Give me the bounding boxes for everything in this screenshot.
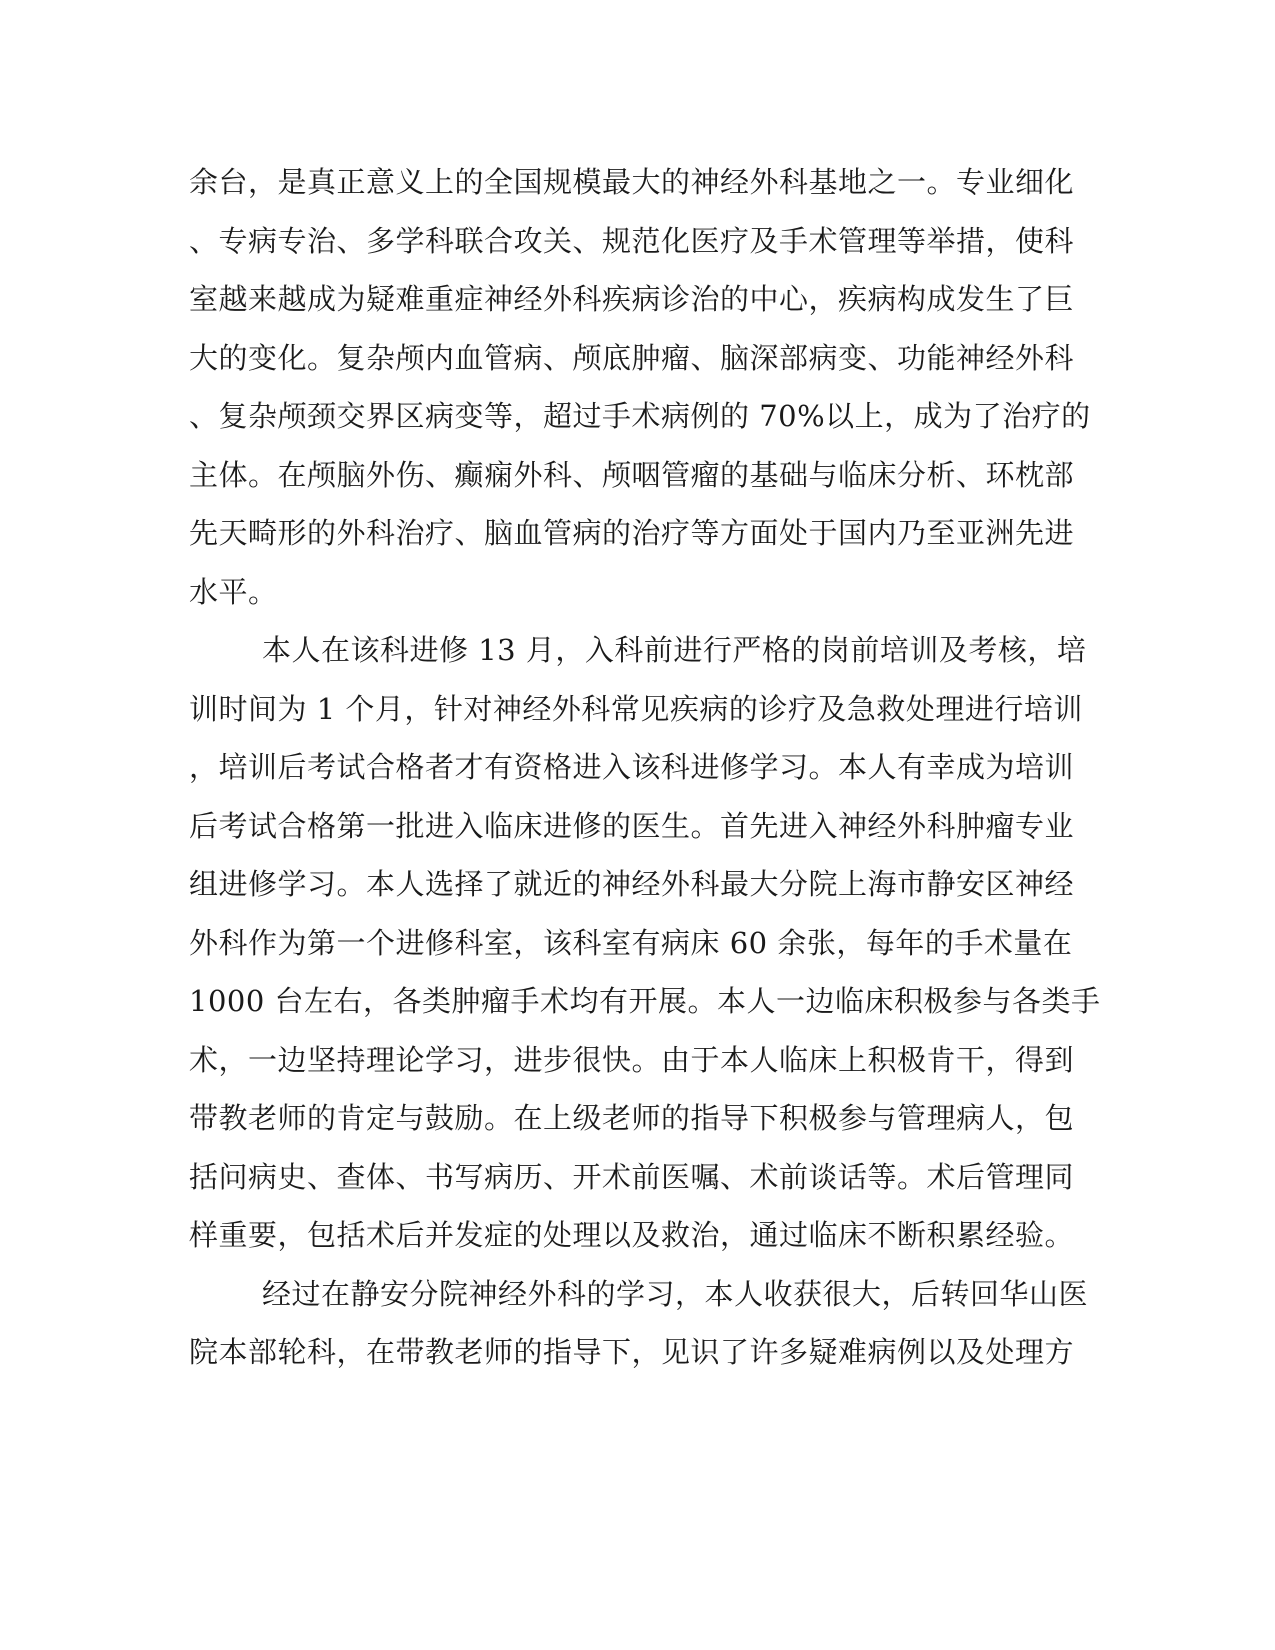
paragraph-1-line-1: 余台，是真正意义上的全国规模最大的神经外科基地之一。专业细化 xyxy=(189,165,1075,199)
paragraph-2-line-7: 1000 台左右，各类肿瘤手术均有开展。本人一边临床积极参与各类手 xyxy=(189,984,1101,1018)
paragraph-2-line-3: ，培训后考试合格者才有资格进入该科进修学习。本人有幸成为培训 xyxy=(189,750,1075,784)
paragraph-2-line-6: 外科作为第一个进修科室，该科室有病床 60 余张，每年的手术量在 xyxy=(189,926,1073,960)
paragraph-1-line-5: 、复杂颅颈交界区病变等，超过手术病例的 70%以上，成为了治疗的 xyxy=(189,399,1091,433)
paragraph-2-line-1: 本人在该科进修 13 月，入科前进行严格的岗前培训及考核，培 xyxy=(262,633,1087,667)
paragraph-2-line-10: 括问病史、查体、书写病历、开术前医嘱、术前谈话等。术后管理同 xyxy=(189,1160,1075,1194)
paragraph-2-line-11: 样重要，包括术后并发症的处理以及救治，通过临床不断积累经验。 xyxy=(189,1218,1075,1252)
paragraph-1-line-2: 、专病专治、多学科联合攻关、规范化医疗及手术管理等举措，使科 xyxy=(189,224,1075,258)
paragraph-1-line-3: 室越来越成为疑难重症神经外科疾病诊治的中心，疾病构成发生了巨 xyxy=(189,282,1075,316)
paragraph-2-line-9: 带教老师的肯定与鼓励。在上级老师的指导下积极参与管理病人，包 xyxy=(189,1101,1075,1135)
paragraph-1-line-4: 大的变化。复杂颅内血管病、颅底肿瘤、脑深部病变、功能神经外科 xyxy=(189,341,1075,375)
paragraph-2-line-4: 后考试合格第一批进入临床进修的医生。首先进入神经外科肿瘤专业 xyxy=(189,809,1075,843)
paragraph-2-line-2: 训时间为 1 个月，针对神经外科常见疾病的诊疗及急救处理进行培训 xyxy=(189,692,1083,726)
paragraph-3-line-1: 经过在静安分院神经外科的学习，本人收获很大，后转回华山医 xyxy=(262,1277,1089,1311)
paragraph-1-line-7: 先天畸形的外科治疗、脑血管病的治疗等方面处于国内乃至亚洲先进 xyxy=(189,516,1075,550)
paragraph-2-line-5: 组进修学习。本人选择了就近的神经外科最大分院上海市静安区神经 xyxy=(189,867,1075,901)
paragraph-2-line-8: 术，一边坚持理论学习，进步很快。由于本人临床上积极肯干，得到 xyxy=(189,1043,1075,1077)
paragraph-3-line-2: 院本部轮科，在带教老师的指导下，见识了许多疑难病例以及处理方 xyxy=(189,1335,1075,1369)
paragraph-1-line-6: 主体。在颅脑外伤、癫痫外科、颅咽管瘤的基础与临床分析、环枕部 xyxy=(189,458,1075,492)
paragraph-1-line-8: 水平。 xyxy=(189,575,278,609)
